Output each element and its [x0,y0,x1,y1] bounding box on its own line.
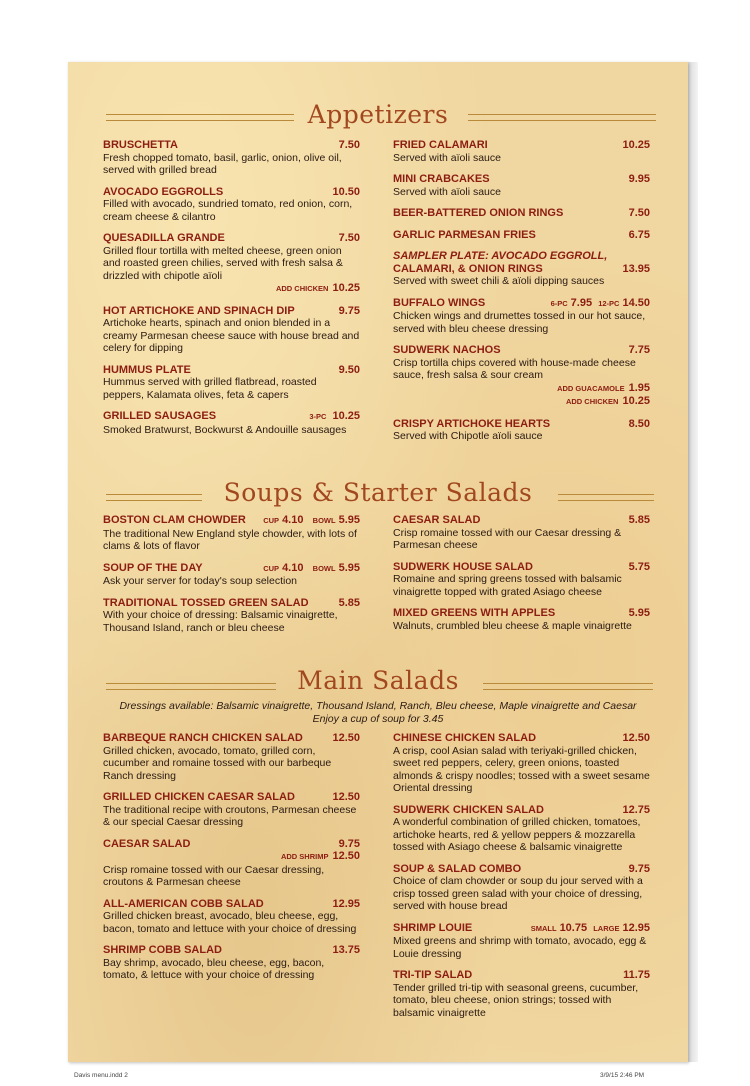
appetizers-left-column [103,139,360,445]
menu-item: SOUP & SALAD COMBO 9.75 Choice of clam chowder or soup du jour served with a crisp tossed green salad with your choice of dressing, served with house bread [393,862,650,912]
menu-item: BOSTON CLAM CHOWDER CUP 4.10 BOWL 5.95 The traditional New England style chowder, with lots of clams & lots of flavor [103,514,360,552]
addon-price: ADD SHRIMP 12.50 [280,850,360,862]
soup-offer-note: Enjoy a cup of soup for 3.45 [312,713,444,725]
addon-price: ADD GUACAMOLE 1.95 [557,381,650,394]
menu-item: BARBEQUE RANCH CHICKEN SALAD 12.50 Grilled chicken, avocado, tomato, grilled corn, cucumber and romaine tossed with our barbeque Ranch dressing [103,732,360,782]
menu-item: AVOCADO EGGROLLS 10.50 Filled with avocado, sundried tomato, red onion, corn, cream cheese & cilantro [103,185,360,223]
menu-item: MINI CRABCAKES 9.95 Served with aïoli sauce [393,173,650,198]
title-rule-right [468,114,656,121]
dressings-note: Dressings available: Balsamic vinaigrette, Thousand Island, Ranch, Bleu cheese, Maple vinaigrette and Caesar [119,700,637,712]
menu-item: GRILLED SAUSAGES 3-PC 10.25 Smoked Bratwurst, Bockwurst & Andouille sausages [103,410,360,436]
appetizers-right-column [393,139,650,452]
menu-item: HUMMUS PLATE 9.50 Hummus served with grilled flatbread, roasted peppers, Kalamata olives, feta & capers [103,363,360,401]
menu-item: TRI-TIP SALAD 11.75 Tender grilled tri-tip with seasonal greens, cucumber, tomato, bleu cheese, onion strings; tossed with balsamic vinaigrette [393,969,650,1019]
menu-item: CHINESE CHICKEN SALAD 12.50 A crisp, cool Asian salad with teriyaki-grilled chicken, sweet red peppers, celery, green onions, toasted almonds & crispy noodles; tossed with a sweet sesame Oriental dressing [393,732,650,794]
title-rule-right [558,494,654,501]
mains-title: Main Salads [297,666,459,695]
soups-right-column [393,514,650,641]
footer-date: 3/9/15 2:46 PM [600,1072,645,1079]
appetizers-title: Appetizers [307,100,449,129]
menu-item: BUFFALO WINGS 6-PC 7.95 12-PC 14.50 Chicken wings and drumettes tossed in our hot sauce, served with bleu cheese dressing [393,296,650,335]
menu-item: HOT ARTICHOKE AND SPINACH DIP 9.75 Artichoke hearts, spinach and onion blended in a creamy Parmesan cheese sauce with house bread and celery for dipping [103,304,360,354]
menu-item: SAMPLER PLATE: AVOCADO EGGROLL, CALAMARI, & ONION RINGS 13.95 Served with sweet chili & aïoli dipping sauces [393,250,650,287]
menu-item: BRUSCHETTA 7.50 Fresh chopped tomato, basil, garlic, onion, olive oil, served with grilled bread [103,139,360,176]
menu-item: FRIED CALAMARI 10.25 Served with aïoli sauce [393,139,650,164]
menu-item: QUESADILLA GRANDE 7.50 Grilled flour tortilla with melted cheese, green onion and roasted green chilies, served with fresh salsa & drizzled with chipotle aïoli ADD CHICKEN 10.25 [103,232,360,294]
soups-title: Soups & Starter Salads [223,478,533,507]
footer-filename: Davis menu.indd 2 [74,1072,128,1079]
menu-item: GRILLED CHICKEN CAESAR SALAD 12.50 The traditional recipe with croutons, Parmesan cheese & our special Caesar dressing [103,791,360,828]
mains-left-column [103,732,360,991]
menu-item: CAESAR SALAD 9.75 ADD SHRIMP 12.50 Crisp romaine tossed with our Caesar dressing, croutons & Parmesan cheese [103,837,360,888]
menu-item: ALL-AMERICAN COBB SALAD 12.95 Grilled chicken breast, avocado, bleu cheese, egg, bacon, tomato and lettuce with your choice of dressing [103,897,360,935]
menu-item: TRADITIONAL TOSSED GREEN SALAD 5.85 With your choice of dressing: Balsamic vinaigrette, Thousand Island, ranch or bleu cheese [103,596,360,634]
mains-right-column [393,732,650,1028]
menu-item: CAESAR SALAD 5.85 Crisp romaine tossed with our Caesar dressing & Parmesan cheese [393,514,650,551]
soups-left-column [103,514,360,643]
menu-item: BEER-BATTERED ONION RINGS 7.50 [393,207,650,219]
menu-item: SHRIMP LOUIE SMALL 10.75 LARGE 12.95 Mixed greens and shrimp with tomato, avocado, egg & Louie dressing [393,921,650,960]
menu-item: SUDWERK HOUSE SALAD 5.75 Romaine and spring greens tossed with balsamic vinaigrette topped with grated Asiago cheese [393,560,650,598]
title-rule-right [483,683,653,690]
page-edge [688,62,698,1062]
addon-price: ADD CHICKEN 10.25 [275,282,360,294]
menu-page [68,62,688,1062]
menu-item: MIXED GREENS WITH APPLES 5.95 Walnuts, crumbled bleu cheese & maple vinaigrette [393,607,650,632]
menu-item: SHRIMP COBB SALAD 13.75 Bay shrimp, avocado, bleu cheese, egg, bacon, tomato, & lettuce with your choice of dressing [103,944,360,981]
menu-item: CRISPY ARTICHOKE HEARTS 8.50 Served with Chipotle aïoli sauce [393,417,650,442]
menu-item: SUDWERK NACHOS 7.75 Crisp tortilla chips covered with house-made cheese sauce, fresh salsa & sour cream ADD GUACAMOLE 1.95 ADD CHICKEN 10.25 [393,344,650,407]
addon-price: ADD CHICKEN 10.25 [565,395,650,407]
menu-item: SOUP OF THE DAY CUP 4.10 BOWL 5.95 Ask your server for today's soup selection [103,561,360,587]
menu-item: SUDWERK CHICKEN SALAD 12.75 A wonderful combination of grilled chicken, tomatoes, artichoke hearts, red & yellow peppers & mozzarella tossed with Asiago cheese & balsamic vinaigrette [393,803,650,853]
menu-item: GARLIC PARMESAN FRIES 6.75 [393,228,650,241]
